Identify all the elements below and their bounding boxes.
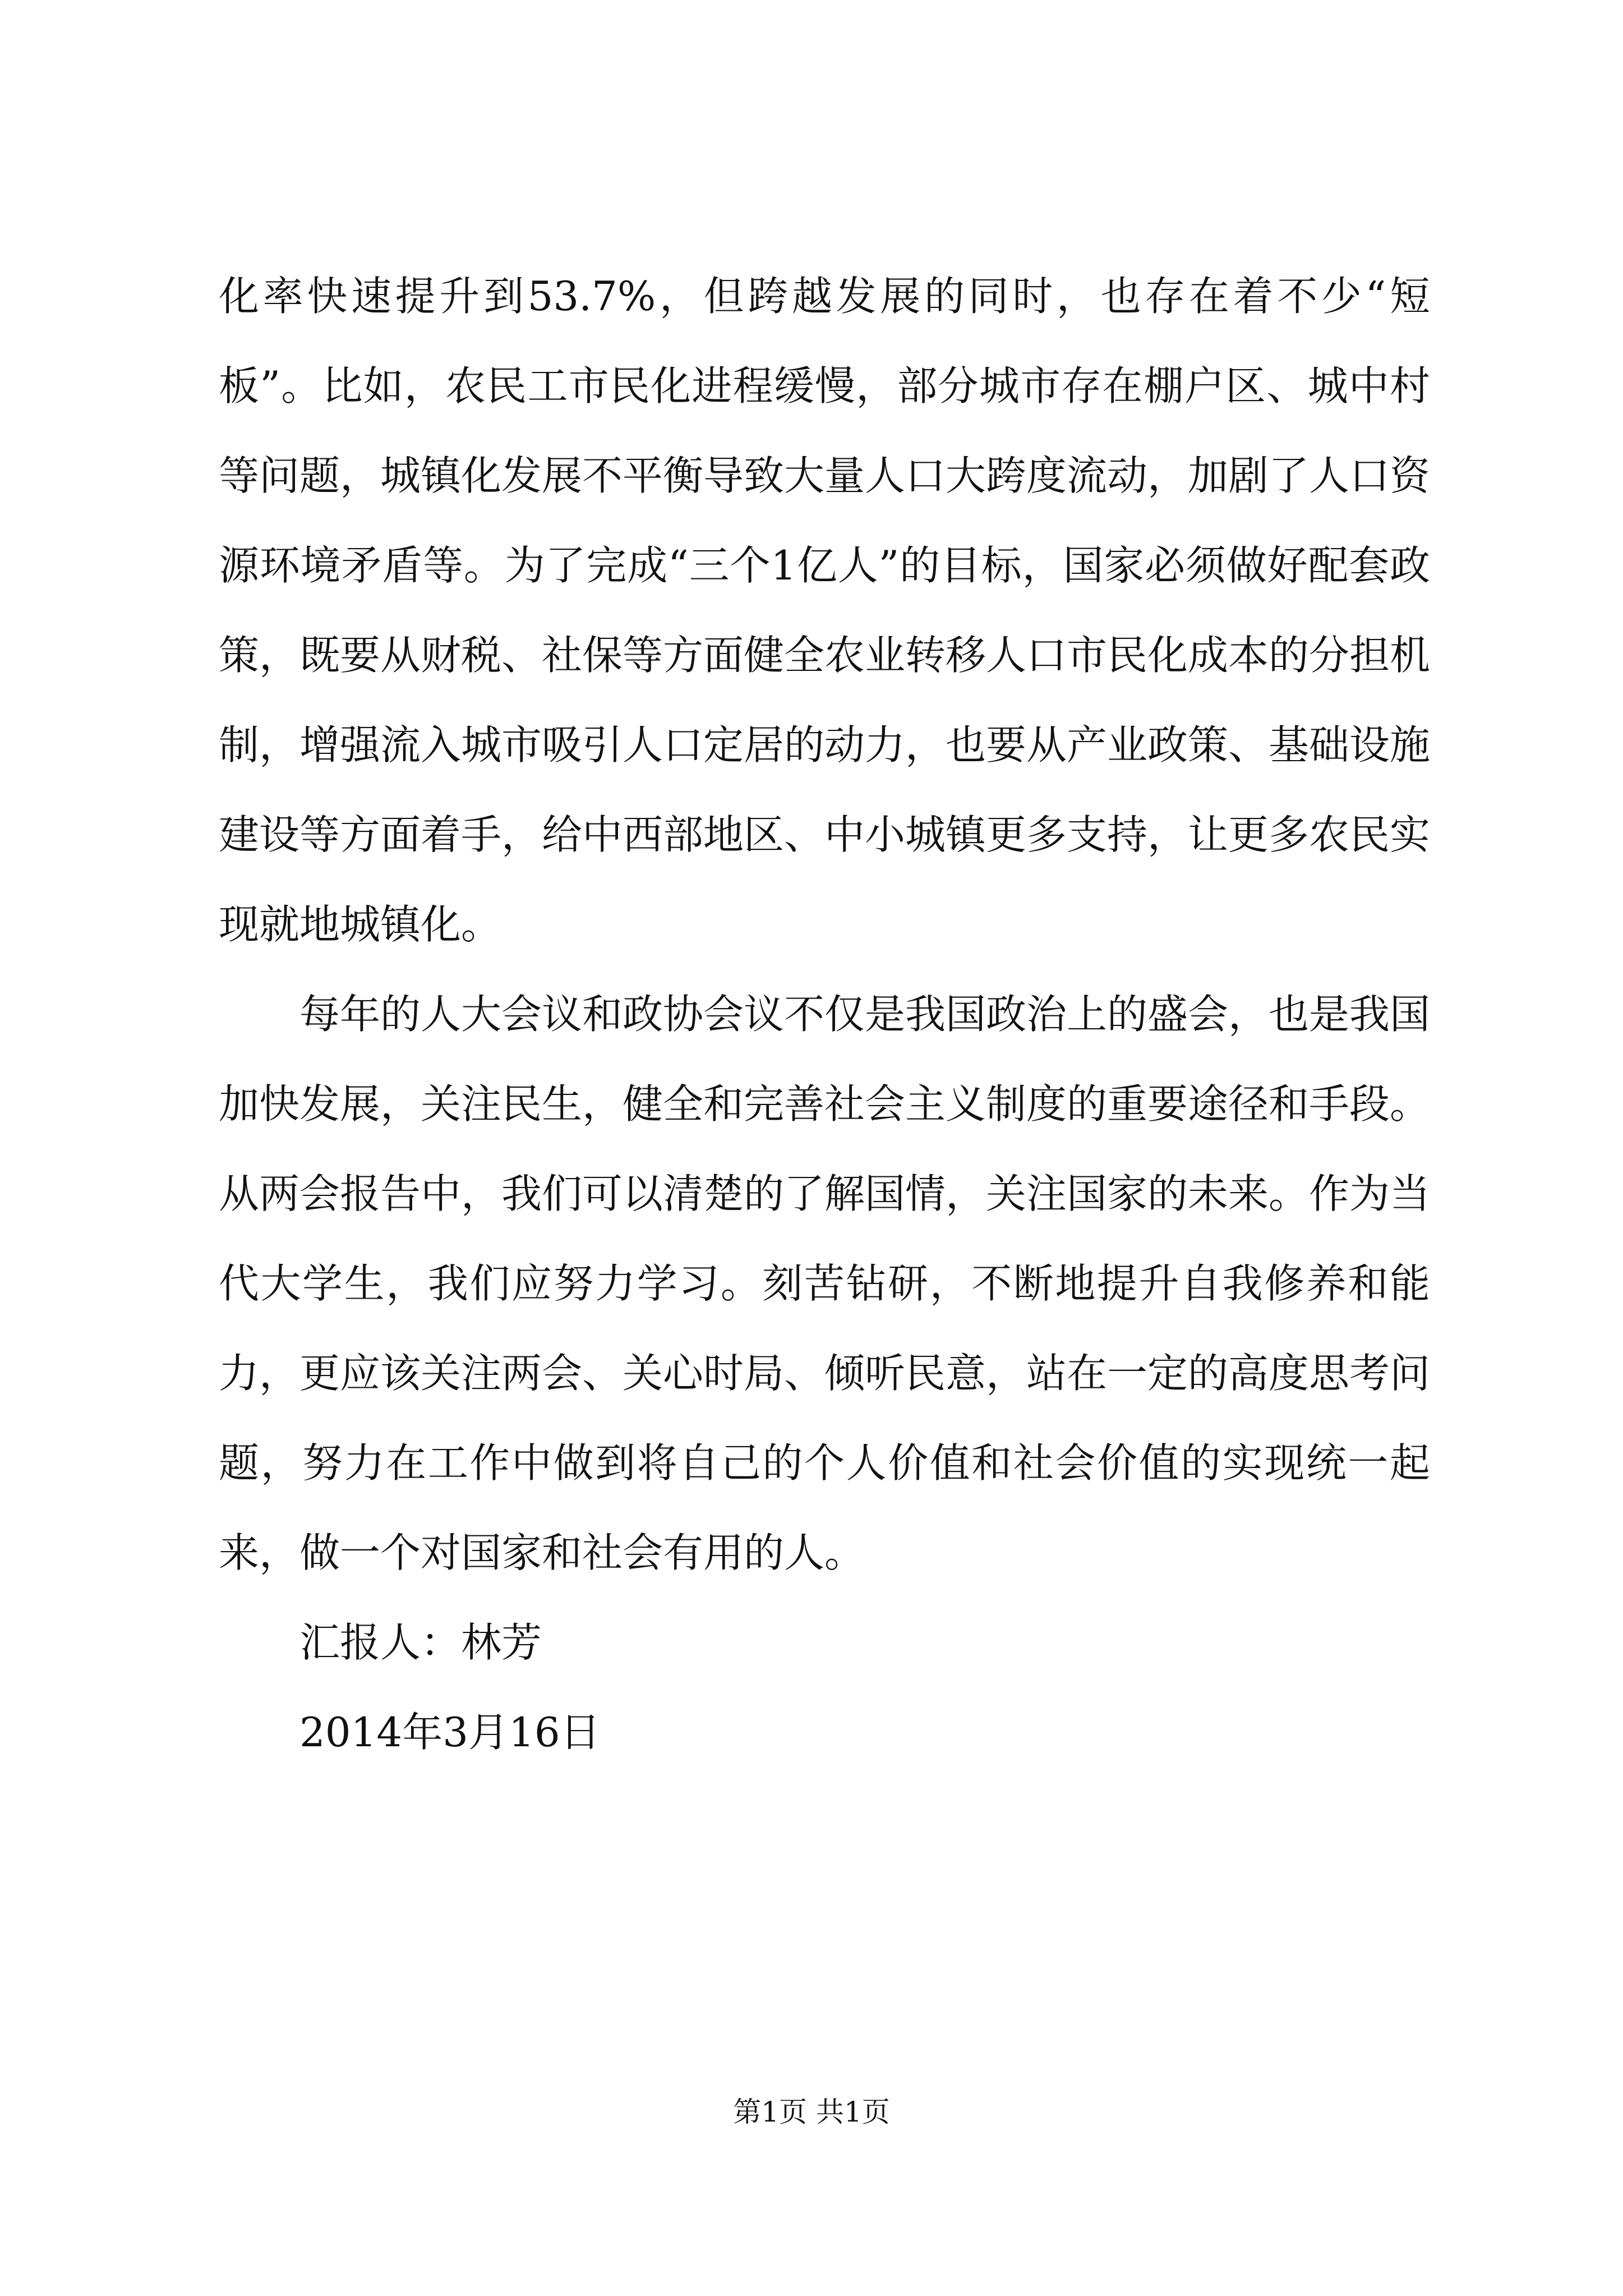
page-footer: 第1页 共1页 <box>733 2096 890 2128</box>
report-date: 2014年3月16日 <box>299 1709 601 1756</box>
paragraph-continuation: 化率快速提升到53.7%，但跨越发展的同时，也存在着不少“短板”。比如，农民工市民化进程缓慢，部分城市存在棚户区、城中村等问题，城镇化发展不平衡导致大量人口大跨度流动，加剧了人口资源环境矛盾等。为了完成“三个1亿人”的目标，国家必须做好配套政策，既要从财税、社保等方面健全农业转移人口市民化成本的分担机制，增强流入城市吸引人口定居的动力，也要从产业政策、基础设施建设等方面着手，给中西部地区、中小城镇更多支持，让更多农民实现就地城镇化。 <box>219 273 1431 948</box>
reporter-signature: 汇报人：林芳 <box>299 1619 542 1666</box>
document-body <box>219 251 1430 1777</box>
paragraph-conclusion: 每年的人大会议和政协会议不仅是我国政治上的盛会，也是我国加快发展，关注民生，健全和完善社会主义制度的重要途径和手段。从两会报告中，我们可以清楚的了解国情，关注国家的未来。作为当代大学生，我们应努力学习。刻苦钻研，不断地提升自我修养和能力，更应该关注两会、关心时局、倾听民意，站在一定的高度思考问题，努力在工作中做到将自己的个人价值和社会价值的实现统一起来，做一个对国家和社会有用的人。 <box>219 991 1431 1576</box>
